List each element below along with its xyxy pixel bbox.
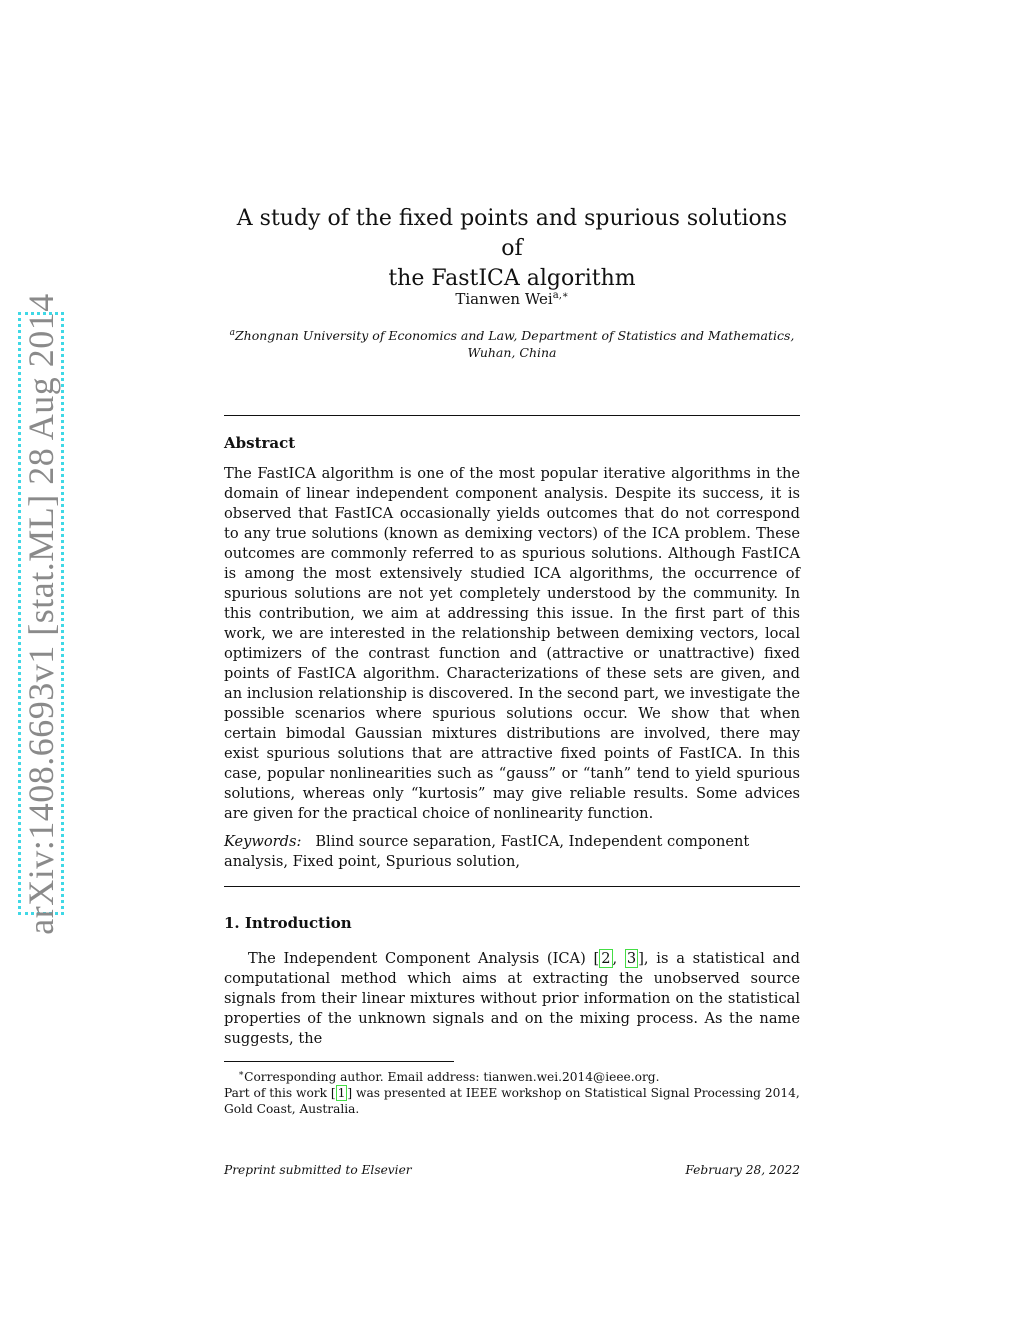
author-line	[224, 290, 800, 308]
footnote-presentation	[224, 1085, 800, 1117]
citation-link-2[interactable]: 2	[601, 950, 611, 967]
keywords-text: Blind source separation, FastICA, Independent component analysis, Fixed point, Spurious solution,	[224, 833, 750, 870]
footnote-corresponding	[224, 1066, 800, 1085]
abstract-bottom-rule	[224, 886, 800, 887]
footnote-rule	[224, 1061, 454, 1062]
paper-title	[224, 204, 800, 294]
preprint-footer	[224, 1163, 800, 1177]
arxiv-identifier-text: arXiv:1408.6693v1 [stat.ML] 28 Aug 2014	[21, 292, 61, 935]
author-superscript: a,∗	[552, 290, 569, 301]
affiliation-line-2: Wuhan, China	[467, 345, 557, 361]
abstract-text: The FastICA algorithm is one of the most popular iterative algorithms in the domain of linear independent component analysis. Despite its success, it is observed that FastICA occasionally yields outcomes that do not correspond to any true solutions (known as demixing vectors) of the ICA problem. These outcomes are commonly referred to as spurious solutions. Although FastICA is among the most extensively studied ICA algorithms, the occurrence of spurious solutions are not yet completely understood by the community. In this contribution, we aim at addressing this issue. In the first part of this work, we are interested in the relationship between demixing vectors, local optimizers of the contrast function and (attractive or unattractive) fixed points of FastICA algorithm. Characterizations of these sets are given, and an inclusion relationship is discovered. In the second part, we investigate the possible scenarios where spurious solutions occur. We show that when certain bimodal Gaussian mixtures distributions are involved, there may exist spurious solutions that are attractive fixed points of FastICA. In this case, popular nonlinearities such as “gauss” or “tanh” tend to yield spurious solutions, whereas only “kurtosis” may give reliable results. Some advices are given for the practical choice of nonlinearity function.	[224, 465, 800, 822]
introduction-paragraph	[224, 949, 800, 1049]
abstract-heading: Abstract	[224, 434, 296, 452]
intro-text-rest: ], is a statistical and computational method which aims at extracting the unobserved source signals from their linear mixtures without prior information on the statistical properties of the unknown signals and on the mixing process. As the name suggests, the	[224, 950, 800, 1047]
affiliation-line-1: Zhongnan University of Economics and Law, Department of Statistics and Mathematics,	[234, 328, 795, 344]
keywords-label: Keywords:	[224, 833, 302, 850]
paper-title-line-1: A study of the fixed points and spurious solutions of	[236, 206, 788, 261]
footnote-marker: ∗	[238, 1069, 245, 1079]
affiliation-marker: a	[229, 328, 235, 338]
introduction-heading: 1. Introduction	[224, 914, 352, 932]
citation-link-3[interactable]: 3	[626, 950, 637, 967]
footnotes	[224, 1066, 800, 1117]
footnote-part-rest: ] was presented at IEEE workshop on Statistical Signal Processing 2014, Gold Coast, Australia.	[224, 1086, 800, 1117]
keywords	[224, 832, 800, 872]
preprint-date: February 28, 2022	[685, 1163, 800, 1177]
preprint-journal: Preprint submitted to Elsevier	[224, 1163, 412, 1177]
footnote-part-start: Part of this work [	[224, 1086, 336, 1101]
citation-link-1[interactable]: 1	[337, 1086, 346, 1101]
affiliation	[224, 325, 800, 361]
citation-separator: ,	[612, 950, 625, 967]
arxiv-identifier-stamp[interactable]	[18, 292, 64, 935]
footnote-corresponding-text: Corresponding author. Email address: tianwen.wei.2014@ieee.org.	[244, 1070, 660, 1085]
author-name: Tianwen Wei	[455, 290, 553, 308]
abstract-top-rule	[224, 415, 800, 416]
intro-text-start: The Independent Component Analysis (ICA) [	[248, 950, 600, 967]
paper-title-line-2: the FastICA algorithm	[388, 266, 636, 291]
